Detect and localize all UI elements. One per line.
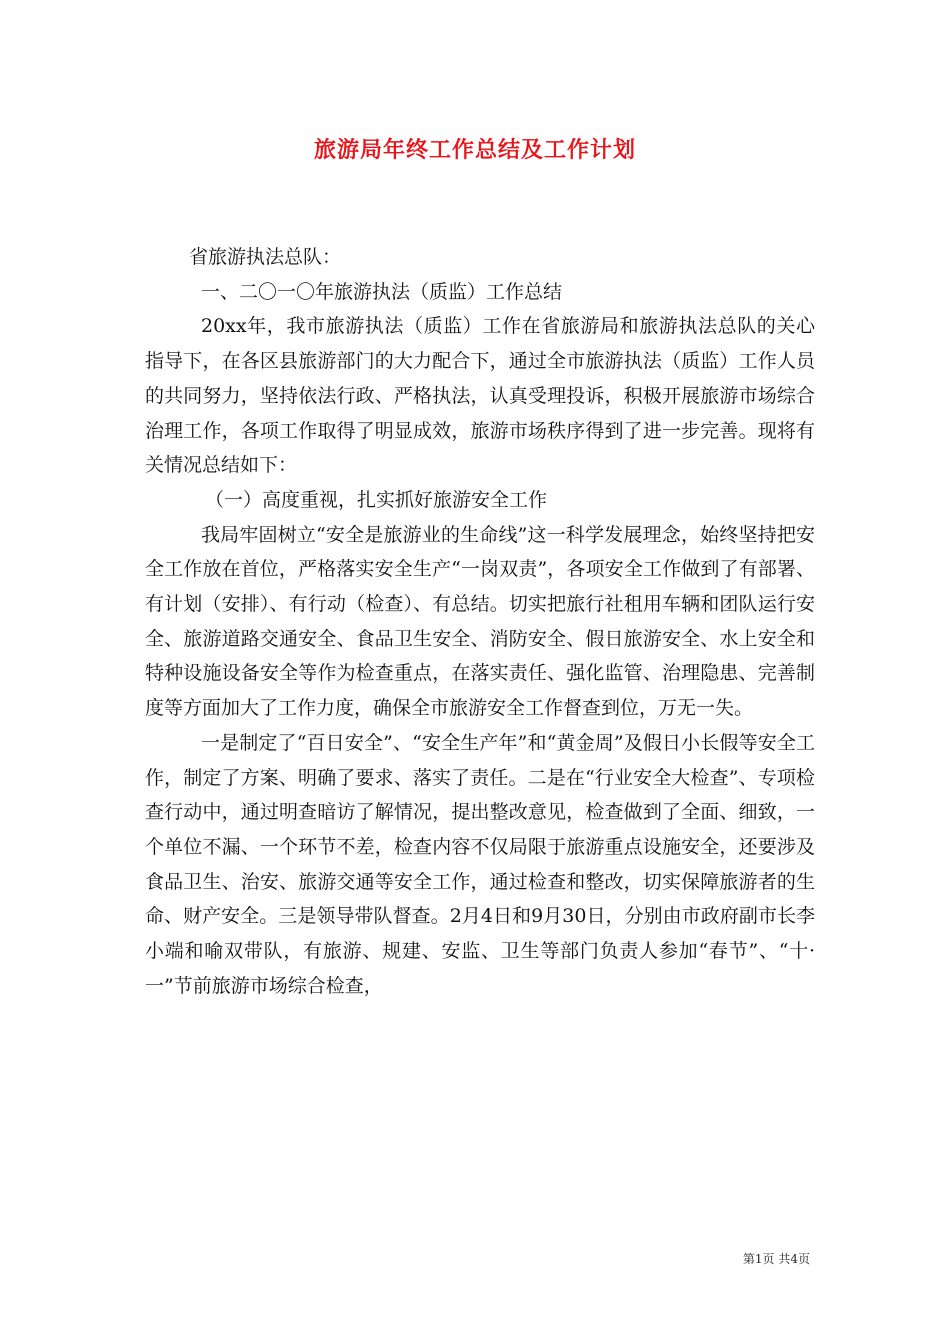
page-number: 第1页 共4页 (742, 1252, 810, 1266)
section-heading: 一、二〇一〇年旅游执法（质监）工作总结 (201, 280, 563, 303)
document-body (145, 240, 815, 1003)
intro-paragraph: 20xx年，我市旅游执法（质监）工作在省旅游局和旅游执法总队的关心指导下，在各区县旅游部门的大力配合下，通过全市旅游执法（质监）工作人员的共同努力，坚持依法行政、严格执法，认真受理投诉，积极开展旅游市场综合治理工作，各项工作取得了明显成效，旅游市场秩序得到了进一步完善。现将有关情况总结如下： (145, 315, 815, 477)
document-title: 旅游局年终工作总结及工作计划 (313, 137, 636, 163)
measures-paragraph: 一是制定了“百日安全”、“安全生产年”和“黄金周”及假日小长假等安全工作，制定了方案、明确了要求、落实了责任。二是在“行业安全大检查”、专项检查行动中，通过明查暗访了解情况，提出整改意见，检查做到了全面、细致，一个单位不漏、一个环节不差，检查内容不仅局限于旅游重点设施安全，还要涉及食品卫生、治安、旅游交通等安全工作，通过检查和整改，切实保障旅游者的生命、财产安全。三是领导带队督查。2月4日和9月30日，分别由市政府副市长李小端和喻双带队，有旅游、规建、安监、卫生等部门负责人参加“春节”、“十·一”节前旅游市场综合检查， (145, 731, 815, 997)
salutation: 省旅游执法总队： (189, 246, 342, 268)
safety-paragraph: 我局牢固树立“安全是旅游业的生命线”这一科学发展理念，始终坚持把安全工作放在首位，严格落实安全生产“一岗双责”，各项安全工作做到了有部署、有计划（安排）、有行动（检查）、有总结。切实把旅行社租用车辆和团队运行安全、旅游道路交通安全、食品卫生安全、消防安全、假日旅游安全、水上安全和特种设施设备安全等作为检查重点，在落实责任、强化监管、治理隐患、完善制度等方面加大了工作力度，确保全市旅游安全工作督查到位，万无一失。 (145, 523, 815, 720)
subsection-heading: （一）高度重视，扎实抓好旅游安全工作 (205, 488, 548, 511)
